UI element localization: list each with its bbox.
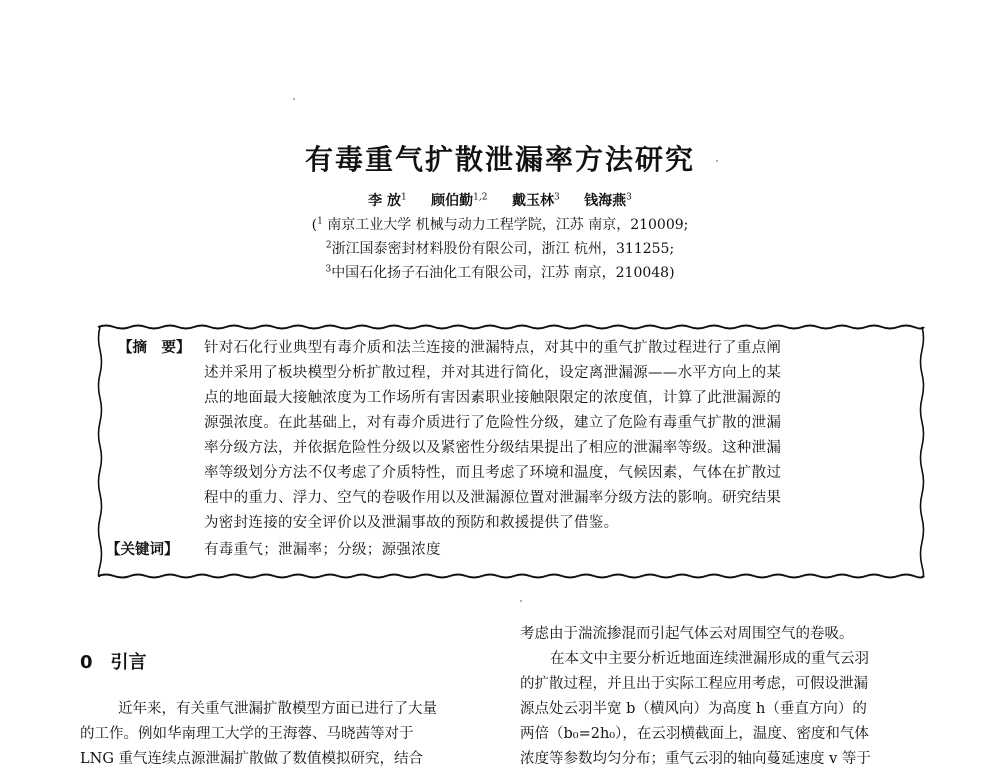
abstract-line: 源强浓度。在此基础上，对有毒介质进行了危险性分级，建立了危险有毒重气扩散的泄漏 <box>204 415 782 431</box>
abstract-line: 点的地面最大接触浓度为工作场所有害因素职业接触限限定的浓度值，计算了此泄漏源的 <box>204 390 782 406</box>
abstract-line: 针对石化行业典型有毒介质和法兰连接的泄漏特点，对其中的重气扩散过程进行了重点阐 <box>204 340 782 356</box>
abstract-line: 率分级方法，并依据危险性分级以及紧密性分级结果提出了相应的泄漏率等级。这种泄漏 <box>204 440 782 456</box>
section-heading <box>80 648 147 674</box>
scan-speck <box>520 600 522 602</box>
author: 戴玉林$^3$ <box>511 192 560 209</box>
abstract-box <box>96 324 926 579</box>
body-text-line: 近年来，有关重气泄漏扩散模型方面已进行了大量 <box>118 701 437 717</box>
body-text-line: 的工作。例如华南理工大学的王海蓉、马晓茜等对于 <box>80 726 414 742</box>
body-text-line: LNG 重气连续点源泄漏扩散做了数值模拟研究，结合 <box>80 751 424 767</box>
section-number: 0 <box>80 652 93 673</box>
body-text-line: 源点处云羽半宽 b（横风向）为高度 h（垂直方向）的 <box>520 701 867 717</box>
abstract-line: 程中的重力、浮力、空气的卷吸作用以及泄漏源位置对泄漏率分级方法的影响。研究结果 <box>204 490 782 506</box>
body-text-line: 考虑由于湍流掺混而引起气体云对周围空气的卷吸。 <box>520 626 854 642</box>
body-text-line: 浓度等参数均匀分布；重气云羽的轴向蔓延速度 v 等于 <box>520 751 871 767</box>
affiliation: $^2$浙江国泰密封材料股份有限公司，浙江 杭州，311255; <box>325 240 675 257</box>
affiliation: $^3$中国石化扬子石油化工有限公司，江苏 南京，210048) <box>325 264 675 281</box>
author-list <box>0 190 1000 210</box>
section-title: 引言 <box>110 652 147 673</box>
scan-speck <box>293 98 295 100</box>
abstract-line: 述并采用了板块模型分析扩散过程，并对其进行简化，设定离泄漏源——水平方向上的某 <box>204 365 782 381</box>
affiliation: ($^1$ 南京工业大学 机械与动力工程学院，江苏 南京，210009; <box>311 216 689 233</box>
body-text-line: 在本文中主要分析近地面连续泄漏形成的重气云羽 <box>550 651 869 667</box>
keywords: 有毒重气；泄漏率；分级；源强浓度 <box>204 542 441 558</box>
body-text-line: 两倍（b₀=2h₀），在云羽横截面上，温度、密度和气体 <box>520 726 869 742</box>
author: 顾伯勤$^{1,2}$ <box>431 192 488 209</box>
abstract-line: 率等级划分方法不仅考虑了介质特性，而且考虑了环境和温度，气候因素，气体在扩散过 <box>204 465 782 481</box>
paper-title: 有毒重气扩散泄漏率方法研究 <box>304 143 695 176</box>
author: 钱海燕$^3$ <box>584 192 632 209</box>
abstract-label: 【摘 要】 <box>118 340 191 356</box>
body-text-line: 的扩散过程，并且出于实际工程应用考虑，可假设泄漏 <box>520 676 868 692</box>
abstract-line: 为密封连接的安全评价以及泄漏事故的预防和救援提供了借鉴。 <box>204 515 619 531</box>
keywords-label: 【关键词】 <box>106 542 179 558</box>
author: 李 放$^1$ <box>368 192 407 209</box>
